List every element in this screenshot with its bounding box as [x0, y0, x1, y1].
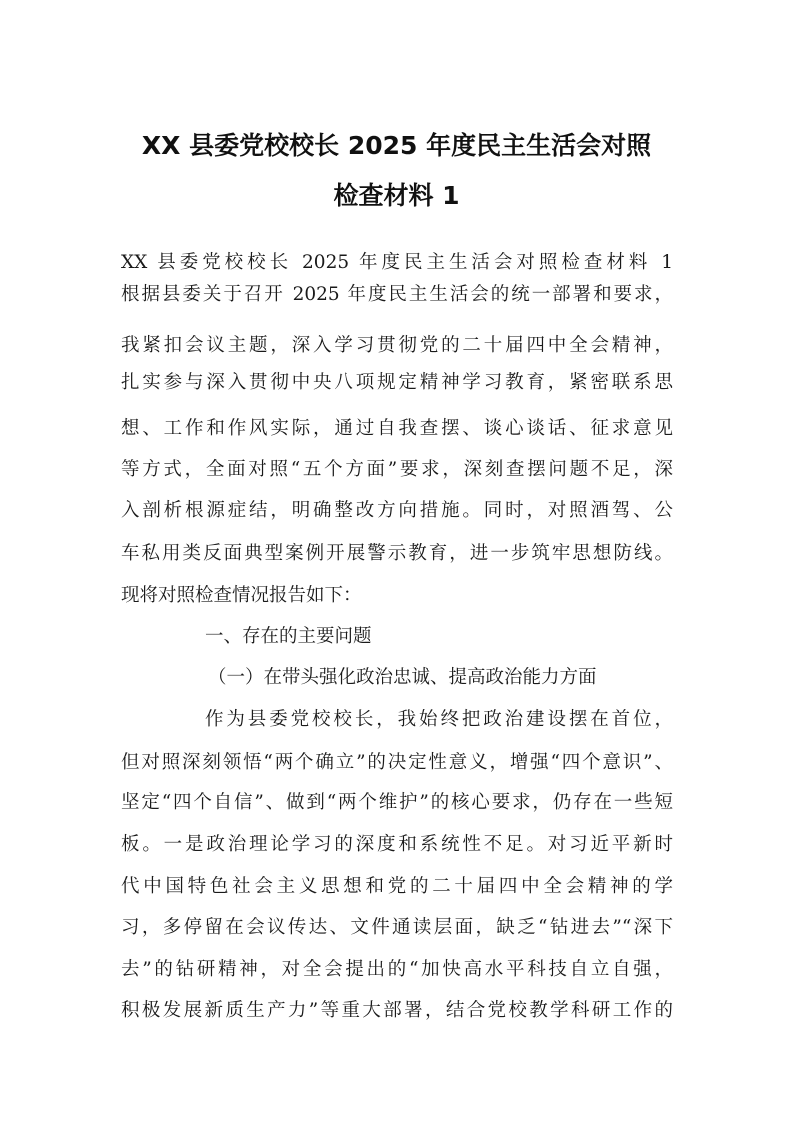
body-line: 坚定“四个自信”、做到“两个维护”的核心要求，仍存在一些短	[121, 792, 673, 813]
body-line: 代中国特色社会主义思想和党的二十届四中全会精神的学	[121, 876, 673, 897]
document-title-line-1: XX 县委党校校长 2025 年度民主生活会对照	[141, 131, 652, 160]
body-line: 板。一是政治理论学习的深度和系统性不足。对习近平新时	[121, 834, 673, 855]
intro-line: 车私用类反面典型案例开展警示教育，进一步筑牢思想防线。	[121, 543, 673, 564]
body-line: 习，多停留在会议传达、文件通读层面，缺乏“钻进去”“深下	[121, 917, 673, 938]
body-line: 作为县委党校校长，我始终把政治建设摆在首位，	[205, 709, 673, 730]
intro-line: 入剖析根源症结，明确整改方向措施。同时，对照酒驾、公	[121, 500, 673, 521]
body-line: 积极发展新质生产力”等重大部署，结合党校教学科研工作的	[121, 1000, 673, 1021]
document-title-line-2: 检查材料 1	[333, 181, 460, 210]
intro-line: 我紧扣会议主题，深入学习贯彻党的二十届四中全会精神，	[121, 335, 673, 356]
intro-line: XX 县委党校校长 2025 年度民主生活会对照检查材料 1	[121, 252, 673, 273]
intro-line: 根据县委关于召开 2025 年度民主生活会的统一部署和要求，	[121, 284, 673, 305]
intro-line: 想、工作和作风实际，通过自我查摆、谈心谈话、征求意见	[121, 418, 673, 439]
subsection-heading: （一）在带头强化政治忠诚、提高政治能力方面	[208, 667, 597, 688]
body-line: 去”的钻研精神，对全会提出的“加快高水平科技自立自强，	[121, 959, 673, 980]
body-line: 但对照深刻领悟“两个确立”的决定性意义，增强“四个意识”、	[121, 752, 673, 773]
intro-line: 现将对照检查情况报告如下：	[121, 585, 362, 606]
section-heading: 一、存在的主要问题	[205, 626, 372, 647]
intro-line: 扎实参与深入贯彻中央八项规定精神学习教育，紧密联系思	[121, 372, 673, 393]
intro-line: 等方式，全面对照“五个方面”要求，深刻查摆问题不足，深	[121, 459, 673, 480]
